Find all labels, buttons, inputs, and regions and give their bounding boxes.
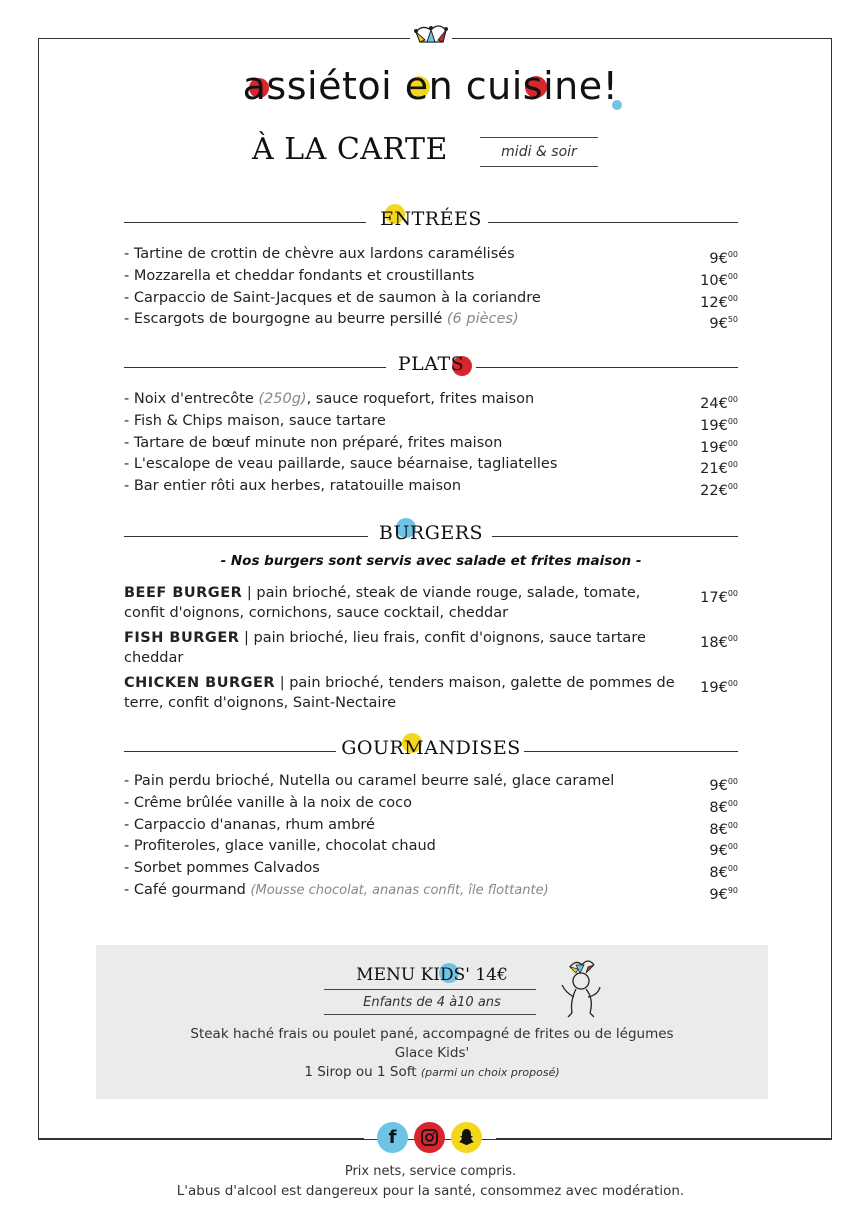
brand-text: assiétoi en cuisine — [242, 64, 603, 108]
list-item: - Tartare de bœuf minute non préparé, frites maison 19€$^{00}$ — [124, 434, 738, 456]
kids-line-3: 1 Sirop ou 1 Soft (parmi un choix proposé) — [304, 1064, 560, 1080]
section-title: PLATS — [397, 353, 465, 375]
burgers-list — [124, 584, 738, 719]
section-heading-burgers — [124, 522, 738, 552]
section-title: BURGERS — [378, 522, 484, 544]
kids-menu-panel — [96, 945, 768, 1099]
burger-item: CHICKEN BURGER | pain brioché, tenders maison, galette de pommes de terre, confit d'oignons, Saint-Nectaire 19€$^{00}$ — [124, 675, 738, 711]
list-item: - Carpaccio de Saint-Jacques et de saumon à la coriandre 12€$^{00}$ — [124, 289, 738, 311]
list-item: - Crême brûlée vanille à la noix de coco 8€$^{00}$ — [124, 794, 738, 816]
kids-line-1: Steak haché frais ou poulet pané, accompagné de frites ou de légumes — [190, 1026, 674, 1042]
list-item: - Noix d'entrecôte (250g), sauce roquefort, frites maison 24€$^{00}$ — [124, 391, 738, 412]
instagram-icon — [421, 1129, 438, 1146]
list-item: - Mozzarella et cheddar fondants et croustillants 10€$^{00}$ — [124, 267, 738, 289]
list-item: - Pain perdu brioché, Nutella ou caramel beurre salé, glace caramel 9€$^{00}$ — [124, 773, 738, 794]
list-item: - Tartine de crottin de chèvre aux lardons caramélisés 9€$^{00}$ — [124, 246, 738, 267]
list-item: - Bar entier rôti aux herbes, ratatouille maison 22€$^{00}$ — [124, 478, 738, 500]
page-title: À LA CARTE — [252, 132, 448, 167]
list-item: - Carpaccio d'ananas, rhum ambré 8€$^{00}$ — [124, 816, 738, 838]
snapchat-icon — [458, 1128, 475, 1146]
jester-character-icon — [556, 957, 606, 1019]
gourmandises-list — [124, 771, 738, 902]
list-item: - Profiteroles, glace vanille, chocolat chaud 9€$^{00}$ — [124, 838, 738, 860]
plats-list — [124, 389, 738, 498]
brand-logo — [0, 64, 861, 108]
list-item: - Café gourmand (Mousse chocolat, ananas confit, île flottante) 9€$^{90}$ — [124, 881, 738, 903]
kids-menu-description — [96, 1025, 768, 1082]
brand-mark: ! — [602, 64, 619, 108]
burgers-note: - Nos burgers sont servis avec salade et frites maison - — [220, 553, 642, 569]
section-heading-entrees — [124, 208, 738, 238]
list-item: - Fish & Chips maison, sauce tartare 19€$^{00}$ — [124, 412, 738, 434]
kids-menu-title: MENU KIDS' 14€ — [356, 965, 508, 985]
service-times: midi & soir — [480, 137, 598, 167]
kids-age-range: Enfants de 4 à10 ans — [363, 995, 501, 1010]
list-item: - L'escalope de veau paillarde, sauce béarnaise, tagliatelles 21€$^{00}$ — [124, 456, 738, 478]
section-heading-gourmandises — [124, 737, 738, 767]
section-title: GOURMANDISES — [341, 737, 521, 759]
kids-line-2: Glace Kids' — [394, 1045, 470, 1061]
jester-hat-icon — [410, 18, 452, 48]
footer-warning: L'abus d'alcool est dangereux pour la santé, consommez avec modération. — [176, 1183, 685, 1199]
facebook-icon: f — [388, 1127, 397, 1148]
burger-item: FISH BURGER | pain brioché, lieu frais, confit d'oignons, sauce tartare cheddar 18€$^{00}$ — [124, 630, 738, 666]
list-item: - Sorbet pommes Calvados 8€$^{00}$ — [124, 860, 738, 882]
section-heading-plats — [124, 353, 738, 383]
entrees-list — [124, 244, 738, 331]
footer-note: Prix nets, service compris. — [344, 1164, 517, 1179]
section-title: ENTRÉES — [380, 208, 482, 230]
list-item: - Escargots de bourgogne au beurre persillé (6 pièces) 9€$^{50}$ — [124, 311, 738, 333]
title-row — [252, 128, 612, 178]
burger-item: BEEF BURGER | pain brioché, steak de viande rouge, salade, tomate, confit d'oignons, cornichons, sauce cocktail, cheddar 17€$^{00}$ — [124, 585, 738, 621]
